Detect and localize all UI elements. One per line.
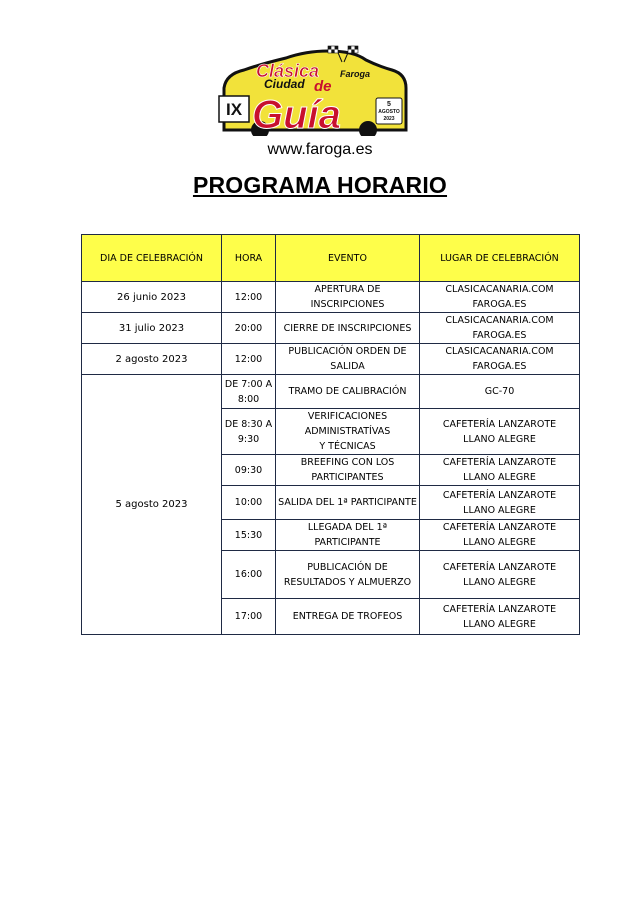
hora-line: 09:30 <box>234 464 263 476</box>
edition-number: IX <box>225 100 243 119</box>
lugar-line: CAFETERÍA LANZAROTE <box>442 457 557 468</box>
lugar-cell <box>420 313 580 344</box>
logo-sponsor: Faroga <box>340 69 371 79</box>
lugar-line: CLASICACANARIA.COM <box>445 284 554 295</box>
page-title: PROGRAMA HORARIO <box>192 172 448 198</box>
lugar-cell <box>420 599 580 635</box>
hora-line: 20:00 <box>234 322 263 334</box>
table-row <box>82 344 580 375</box>
column-header-lugar: LUGAR DE CELEBRACIÓN <box>420 235 580 282</box>
lugar-line: LLANO ALEGRE <box>463 576 536 588</box>
hora-cell <box>222 375 276 409</box>
lugar-line: GC-70 <box>484 386 515 397</box>
date-cell: 2 agosto 2023 <box>82 344 222 375</box>
evento-line: PARTICIPANTE <box>314 537 381 548</box>
evento-line: Y TÉCNICAS <box>319 441 376 452</box>
evento-line: ENTREGA DE TROFEOS <box>292 611 403 622</box>
evento-line: SALIDA DEL 1ª PARTICIPANTE <box>278 497 417 508</box>
evento-line: RESULTADOS Y ALMUERZO <box>283 576 412 588</box>
lugar-cell <box>420 409 580 455</box>
badge-year: 2023 <box>383 116 395 122</box>
hora-cell <box>222 282 276 313</box>
lugar-line: CAFETERÍA LANZAROTE <box>442 603 557 615</box>
event-logo <box>216 44 412 136</box>
hora-line: 12:00 <box>234 353 263 365</box>
evento-cell <box>276 486 420 520</box>
evento-cell <box>276 375 420 409</box>
lugar-line: FAROGA.ES <box>472 361 527 372</box>
badge-month: AGOSTO <box>378 109 400 115</box>
hora-line: 15:30 <box>234 529 263 541</box>
hora-line: 10:00 <box>234 497 263 508</box>
evento-cell <box>276 520 420 551</box>
evento-line: PARTICIPANTES <box>311 472 384 483</box>
lugar-line: LLANO ALEGRE <box>463 618 536 630</box>
table-row <box>82 313 580 344</box>
website-url: www.faroga.es <box>267 141 373 158</box>
evento-line: APERTURA DE <box>314 284 381 295</box>
evento-cell <box>276 455 420 486</box>
schedule-table <box>81 234 580 635</box>
hora-cell <box>222 486 276 520</box>
lugar-cell <box>420 375 580 409</box>
hora-cell <box>222 599 276 635</box>
table-row <box>82 282 580 313</box>
hora-cell <box>222 520 276 551</box>
lugar-line: CAFETERÍA LANZAROTE <box>442 522 557 533</box>
lugar-line: LLANO ALEGRE <box>463 504 536 516</box>
evento-line: ADMINISTRATÍVAS <box>304 426 391 437</box>
column-header-hora: HORA <box>222 235 276 282</box>
lugar-line: CAFETERÍA LANZAROTE <box>442 489 557 501</box>
logo-word-ciudad: Ciudad <box>264 77 305 91</box>
hora-line: 8:00 <box>237 393 260 405</box>
evento-line: LLEGADA DEL 1ª <box>307 522 388 533</box>
schedule-header-row <box>82 235 580 282</box>
lugar-line: FAROGA.ES <box>472 299 527 310</box>
hora-line: 9:30 <box>237 433 260 445</box>
date-cell-final-day: 5 agosto 2023 <box>82 375 222 635</box>
lugar-line: FAROGA.ES <box>472 330 527 341</box>
logo-word-clasica: Clásica <box>256 61 320 81</box>
hora-line: 17:00 <box>234 611 263 622</box>
evento-line: BREEFING CON LOS <box>300 457 395 468</box>
date-cell: 26 junio 2023 <box>82 282 222 313</box>
lugar-cell <box>420 486 580 520</box>
lugar-cell <box>420 455 580 486</box>
hora-line: 12:00 <box>234 291 263 303</box>
logo-word-de: de <box>314 78 332 95</box>
evento-line: PUBLICACIÓN DE <box>307 561 388 573</box>
hora-cell <box>222 551 276 599</box>
evento-line: PUBLICACIÓN ORDEN DE <box>288 346 407 357</box>
table-row <box>82 375 580 409</box>
evento-line: VERIFICACIONES <box>307 411 388 422</box>
evento-line: CIERRE DE INSCRIPCIONES <box>283 322 412 334</box>
hora-line: 16:00 <box>234 569 263 580</box>
lugar-line: LLANO ALEGRE <box>463 472 536 483</box>
lugar-cell <box>420 344 580 375</box>
lugar-cell <box>420 282 580 313</box>
column-header-evento: EVENTO <box>276 235 420 282</box>
evento-cell <box>276 282 420 313</box>
evento-cell <box>276 313 420 344</box>
lugar-cell <box>420 551 580 599</box>
logo-word-guia: Guía <box>252 93 341 136</box>
evento-line: TRAMO DE CALIBRACIÓN <box>288 386 407 397</box>
lugar-line: CLASICACANARIA.COM <box>445 315 554 326</box>
lugar-line: LLANO ALEGRE <box>463 537 536 548</box>
lugar-line: CAFETERÍA LANZAROTE <box>442 561 557 573</box>
evento-cell <box>276 344 420 375</box>
badge-day: 5 <box>387 101 391 108</box>
column-header-date: DIA DE CELEBRACIÓN <box>82 235 222 282</box>
hora-cell <box>222 455 276 486</box>
lugar-line: CLASICACANARIA.COM <box>445 346 554 357</box>
lugar-line: LLANO ALEGRE <box>463 433 536 445</box>
lugar-line: CAFETERÍA LANZAROTE <box>442 418 557 430</box>
evento-line: INSCRIPCIONES <box>310 299 385 310</box>
hora-line: DE 7:00 A <box>224 378 273 390</box>
evento-line: SALIDA <box>330 361 365 372</box>
event-logo-graphic <box>216 44 412 136</box>
hora-cell <box>222 344 276 375</box>
hora-line: DE 8:30 A <box>224 418 273 430</box>
date-cell: 31 julio 2023 <box>82 313 222 344</box>
hora-cell <box>222 409 276 455</box>
lugar-cell <box>420 520 580 551</box>
evento-cell <box>276 409 420 455</box>
evento-cell <box>276 599 420 635</box>
hora-cell <box>222 313 276 344</box>
evento-cell <box>276 551 420 599</box>
